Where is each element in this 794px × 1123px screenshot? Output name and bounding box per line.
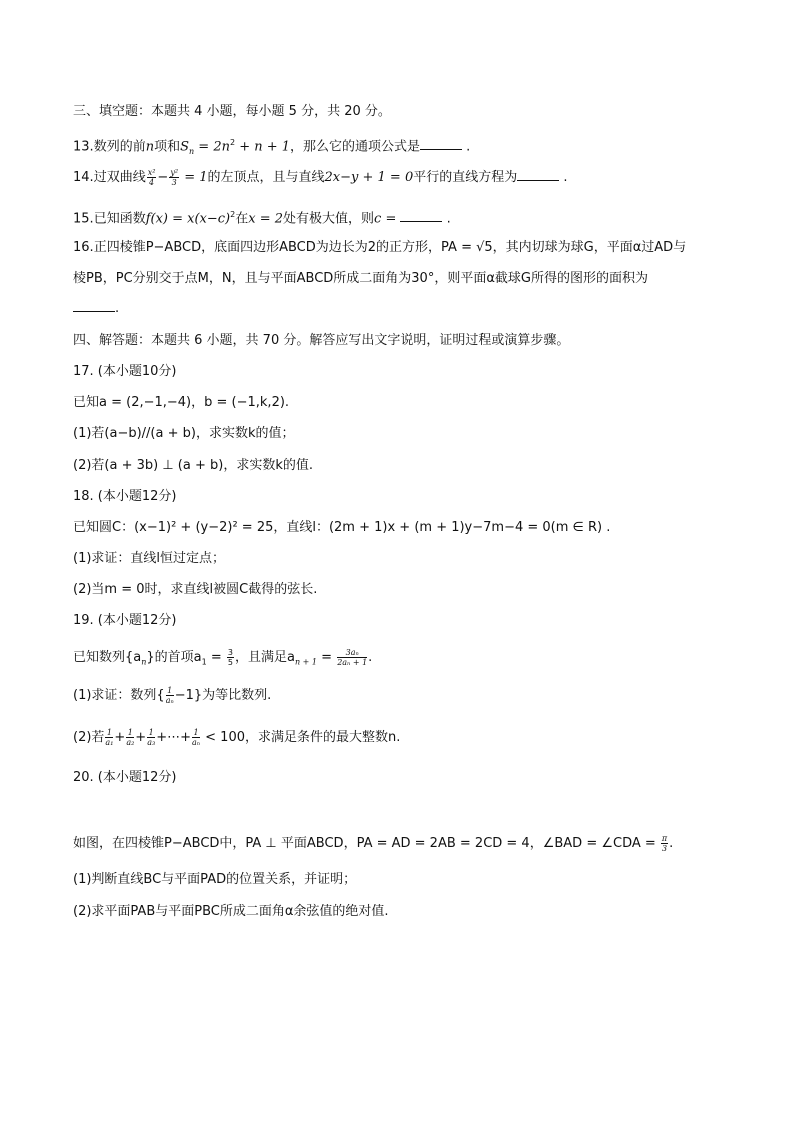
q19-part2: (2)若 $\frac{1}{\text{a₁}}$ + $\frac{1}{\text{a₂}}$ + $\frac{1}{\text{a₃}}$ +⋯+ $\frac{1}{\text{aₙ}}$ < 100，求满足条件的最大整数n. [73, 728, 401, 747]
section4-title: 四、解答题：本题共 6 小题，共 70 分。解答应写出文字说明，证明过程或演算步骤。 [73, 333, 570, 348]
q15-cond: x = 2 [248, 211, 284, 227]
question-13 [73, 134, 470, 161]
q19-header: 19. (本小题12分) [73, 613, 177, 628]
q18-part2: (2)当m = 0时，求直线l被圆C截得的弦长. [73, 582, 318, 597]
q16-answer-blank[interactable] [73, 299, 115, 312]
q16-end: . [115, 301, 120, 316]
q17-header: 17. (本小题10分) [73, 364, 177, 379]
q18-given: 已知圆C：(x−1)² + (y−2)² = 25，直线l：(2m + 1)x + (m + 1)y−7m−4 = 0(m ∈ R) . [73, 520, 611, 535]
question-16-line2: 棱PB，PC分别交于点M，N，且与平面ABCD所成二面角为30°，则平面α截球G所得的图形的面积为 [73, 271, 648, 286]
q14-line-eq: 2x−y + 1 = 0 [324, 170, 414, 185]
q15-answer-blank[interactable] [400, 209, 442, 222]
q15-number: 15. [73, 211, 94, 227]
q13-var-n: n [145, 139, 155, 155]
q15-end: . [442, 211, 451, 227]
q14-eq1: = 1 [180, 170, 208, 185]
q14-frac-y: $\frac{\text{y²}}{3}$ [170, 168, 179, 187]
q15-function: f(x) = x(x−c) [145, 211, 231, 227]
q17-given: 已知a = (2,−1,−4)，b = (−1,k,2). [73, 395, 290, 410]
q13-answer-blank[interactable] [420, 137, 462, 150]
q14-frac-x: $\frac{\text{x²}}{4}$ [147, 168, 156, 187]
q19-part1-frac: $\frac{1}{\text{aₙ}}$ [165, 686, 174, 705]
q17-part2: (2)若(a + 3b) ⊥ (a + b)，求实数k的值. [73, 458, 313, 473]
question-16-line3 [73, 299, 119, 318]
q15-text-b: 在 [235, 211, 249, 227]
q15-text-a: 已知函数 [93, 211, 146, 227]
q20-part2: (2)求平面PAB与平面PBC所成二面角α余弦值的绝对值. [73, 904, 389, 919]
question-16-line1 [73, 239, 686, 257]
q19-part1: (1)求证：数列{ $\frac{1}{\text{aₙ}}$ −1}为等比数列. [73, 686, 272, 705]
q14-answer-blank[interactable] [517, 168, 559, 181]
q14-text-c: 平行的直线方程为 [413, 170, 518, 185]
q19-given: 已知数列$\{a_n\}$的首项$a_1$ = $\frac{3}{5}$ ，且满足$a_{n + 1}$ = $\frac{\text{3aₙ}}{\text{2aₙ + 1}}$ . [73, 648, 373, 667]
q18-part1: (1)求证：直线l恒过定点； [73, 551, 226, 566]
q15-sup: 2 [230, 210, 236, 219]
q13-number: 13. [73, 139, 94, 155]
q19-frac-recurrence: $\frac{\text{3aₙ}}{\text{2aₙ + 1}}$ [337, 648, 368, 667]
section3-title: 三、填空题：本题共 4 小题，每小题 5 分，共 20 分。 [73, 104, 391, 119]
q20-given: 如图，在四棱锥P−ABCD中，PA ⊥ 平面ABCD，PA = AD = 2AB = 2CD = 4，∠BAD = ∠CDA = $\frac{\pi}{3}$ . [73, 834, 674, 853]
q14-minus: − [157, 170, 169, 185]
q15-text-c: 处有极大值，则 [283, 211, 375, 227]
q13-text-c: ，那么它的通项公式是 [290, 139, 421, 155]
q13-text-b: 项和 [154, 139, 181, 155]
question-14 [73, 168, 568, 187]
q20-header: 20. (本小题12分) [73, 770, 177, 785]
q19-frac-3-5: $\frac{3}{5}$ [227, 648, 234, 667]
q14-text-b: 的左顶点，且与直线 [207, 170, 325, 185]
q14-text-a: 过双曲线 [93, 170, 146, 185]
q14-number: 14. [73, 170, 94, 185]
q13-text-a: 数列的前 [93, 139, 146, 155]
q13-sup: 2 [229, 138, 236, 147]
q13-formula: S [180, 139, 189, 155]
q17-part1: (1)若(a−b)//(a + b)，求实数k的值； [73, 426, 295, 441]
q13-eq-rest: + n + 1 [235, 139, 291, 155]
q13-eq: = 2n [194, 139, 230, 155]
q16-line1: 正四棱锥P−ABCD，底面四边形ABCD为边长为2的正方形，PA = √5，其内切球为球G，平面α过AD与 [93, 240, 687, 255]
q18-header: 18. (本小题12分) [73, 489, 177, 504]
q20-part1: (1)判断直线BC与平面PAD的位置关系，并证明； [73, 872, 357, 887]
q15-var: c = [374, 211, 401, 227]
question-15 [73, 206, 451, 228]
q20-frac-pi-3: $\frac{\pi}{3}$ [661, 834, 668, 853]
q14-end: . [559, 170, 568, 185]
q13-sub: n [189, 146, 195, 156]
q16-number: 16. [73, 240, 94, 255]
q13-end: . [462, 139, 471, 155]
